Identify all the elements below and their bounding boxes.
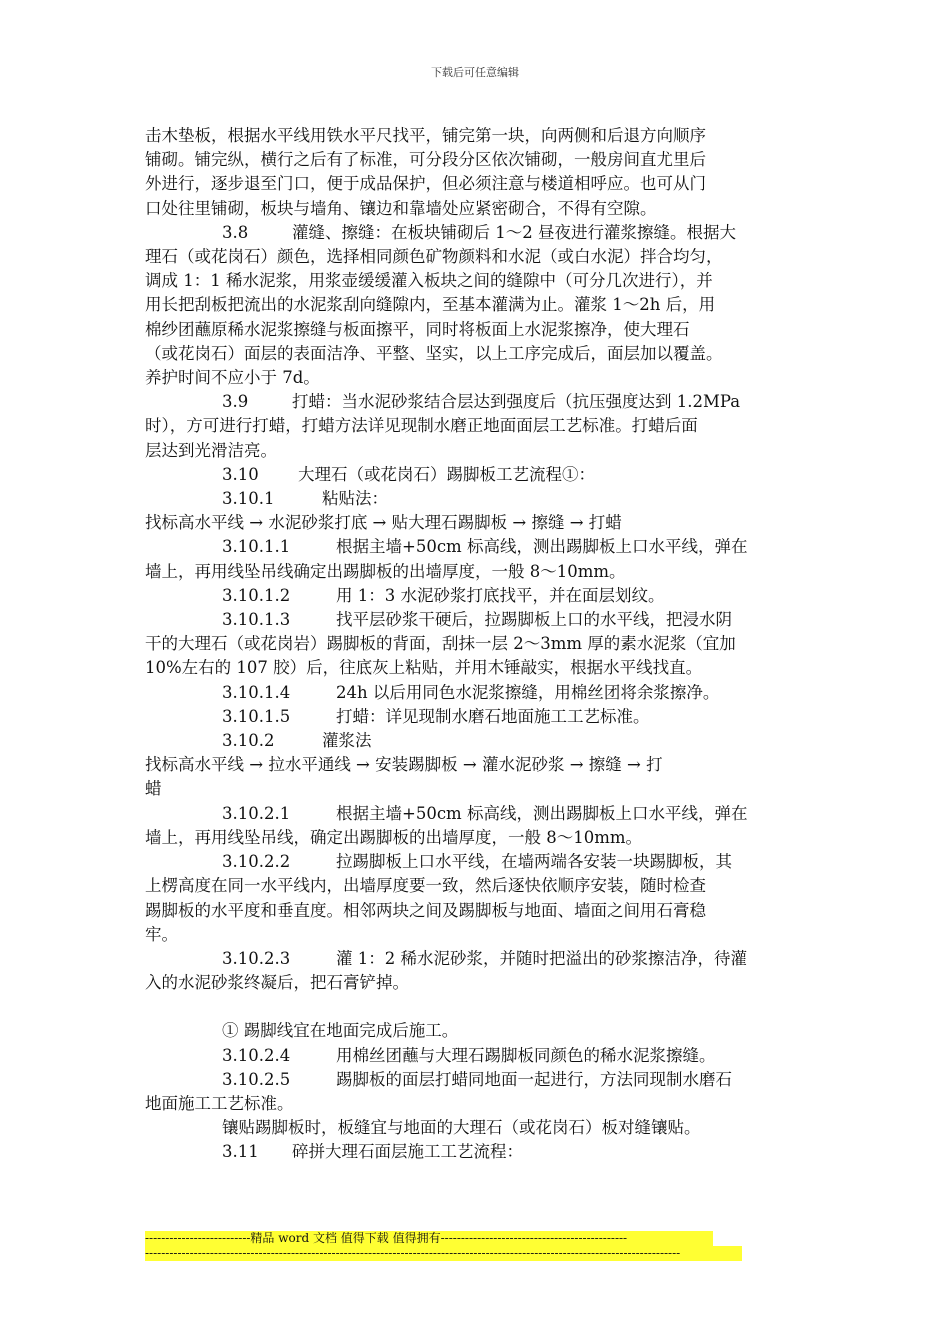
section-text: 用棉丝团蘸与大理石踢脚板同颜色的稀水泥浆擦缝。	[336, 1045, 716, 1065]
flow-line: 找标高水平线 → 水泥砂浆打底 → 贴大理石踢脚板 → 擦缝 → 打蜡	[145, 513, 622, 533]
text-line: 时），方可进行打蜡，打蜡方法详见现制水磨正地面面层工艺标准。打蜡后面	[145, 416, 698, 436]
page-header: 下载后可任意编辑	[431, 66, 519, 79]
section-number: 3.10.2.2	[222, 852, 291, 872]
text-line: 蜡	[145, 779, 162, 799]
text-line: 棉纱团蘸原稀水泥浆擦缝与板面擦平，同时将板面上水泥浆擦净，使大理石	[145, 319, 690, 339]
section-text: 24h 以后用同色水泥浆擦缝，用棉丝团将余浆擦净。	[336, 682, 720, 702]
text-line: 口处往里铺砌，板块与墙角、镶边和靠墙处应紧密砌合，不得有空隙。	[145, 198, 657, 218]
section-3-11	[145, 1140, 815, 1164]
text-line: 上楞高度在同一水平线内，出墙厚度要一致，然后逐快依顺序安装，随时检查	[145, 876, 706, 896]
text-line: 镶贴踢脚板时，板缝宜与地面的大理石（或花岗石）板对缝镶贴。	[222, 1118, 701, 1138]
page-footer	[145, 1231, 742, 1261]
section-number: 3.10.2.4	[222, 1045, 291, 1065]
section-text: 打蜡：当水泥砂浆结合层达到强度后（抗压强度达到 1.2MPa	[292, 392, 741, 412]
document-body	[145, 124, 815, 1165]
text-line: 地面施工工艺标准。	[145, 1093, 294, 1113]
text-line: 击木垫板，根据水平线用铁水平尺找平，铺完第一块，向两侧和后退方向顺序	[145, 126, 706, 145]
text-line: 理石（或花岗石）颜色，选择相同颜色矿物颜料和水泥（或白水泥）拌合均匀，	[145, 247, 723, 267]
section-3-10-2-5	[145, 1068, 815, 1092]
section-number: 3.10.2.3	[222, 948, 291, 968]
section-3-10-2	[145, 729, 815, 753]
flow-line: 找标高水平线 → 拉水平通线 → 安装踢脚板 → 灌水泥砂浆 → 擦缝 → 打	[145, 755, 663, 775]
section-number: 3.10.2.5	[222, 1069, 291, 1089]
text-line: 层达到光滑洁亮。	[145, 440, 277, 460]
section-text: 根据主墙+50cm 标高线，测出踢脚板上口水平线，弹在	[336, 803, 748, 823]
text-line: （或花岗石）面层的表面洁净、平整、坚实，以上工序完成后，面层加以覆盖。	[145, 343, 723, 363]
section-number: 3.10.1.1	[222, 537, 291, 557]
section-text: 拉踢脚板上口水平线，在墙两端各安装一块踢脚板，其	[336, 852, 732, 872]
text-line: 墙上，再用线坠吊线确定出踢脚板的出墙厚度，一般 8～10mm。	[145, 561, 626, 581]
section-3-10-2-3	[145, 947, 815, 971]
section-text: 灌浆法	[322, 731, 372, 751]
text-line: 调成 1：1 稀水泥浆，用浆壶缓缓灌入板块之间的缝隙中（可分几次进行），并	[145, 271, 713, 291]
section-3-10-2-1	[145, 802, 815, 826]
section-3-10-2-4	[145, 1044, 815, 1068]
section-number: 3.10.2.1	[222, 803, 291, 823]
section-number: 3.10	[222, 464, 259, 484]
text-line: 入的水泥砂浆终凝后，把石膏铲掉。	[145, 973, 409, 993]
section-3-8	[145, 221, 815, 245]
text-line: 铺砌。铺完纵，横行之后有了标准，可分段分区依次铺砌，一般房间直尤里后	[145, 150, 706, 170]
section-number: 3.9	[222, 392, 249, 412]
section-number: 3.10.2	[222, 731, 275, 751]
section-3-10-1-2	[145, 584, 815, 608]
text-line: 用长把刮板把流出的水泥浆刮向缝隙内，至基本灌满为止。灌浆 1～2h 后，用	[145, 295, 716, 315]
section-number: 3.8	[222, 222, 249, 242]
section-number: 3.10.1	[222, 489, 275, 509]
section-text: 用 1：3 水泥砂浆打底找平，并在面层划纹。	[336, 585, 665, 605]
section-text: 踢脚板的面层打蜡同地面一起进行，方法同现制水磨石	[336, 1069, 732, 1089]
text-line: 外进行，逐步退至门口，便于成品保护，但必须注意与楼道相呼应。也可从门	[145, 174, 706, 194]
section-number: 3.10.1.4	[222, 682, 291, 702]
text-line: 牢。	[145, 924, 178, 944]
section-text: 粘贴法：	[322, 489, 388, 509]
section-text: 灌缝、擦缝：在板块铺砌后 1～2 昼夜进行灌浆擦缝。根据大	[292, 222, 736, 242]
section-text: 大理石（或花岗石）踢脚板工艺流程①：	[298, 464, 595, 484]
section-number: 3.10.1.3	[222, 610, 291, 630]
text-line: 养护时间不应小于 7d。	[145, 368, 320, 388]
section-3-9	[145, 390, 815, 414]
section-3-10	[145, 463, 815, 487]
section-3-10-2-2	[145, 850, 815, 874]
footer-banner-line: --------------------------精品 word 文档 值得下载 值得拥有----------------------------------------------	[145, 1231, 713, 1246]
text-line: 干的大理石（或花岗岩）踢脚板的背面，刮抹一层 2～3mm 厚的素水泥浆（宜加	[145, 634, 736, 654]
footer-dash-line: ------------------------------------------------------------------------------------------------------------------------------------	[145, 1246, 742, 1261]
section-text: 碎拼大理石面层施工工艺流程：	[292, 1142, 523, 1162]
text-line: 墙上，再用线坠吊线，确定出踢脚板的出墙厚度，一般 8～10mm。	[145, 827, 643, 847]
section-text: 根据主墙+50cm 标高线，测出踢脚板上口水平线，弹在	[336, 537, 748, 557]
section-number: 3.11	[222, 1142, 259, 1162]
section-3-10-1-5	[145, 705, 815, 729]
text-line: 踢脚板的水平度和垂直度。相邻两块之间及踢脚板与地面、墙面之间用石膏稳	[145, 900, 706, 920]
section-3-10-1-4	[145, 681, 815, 705]
footnote: ① 踢脚线宜在地面完成后施工。	[222, 1021, 459, 1041]
section-number: 3.10.1.2	[222, 585, 291, 605]
section-text: 找平层砂浆干硬后，拉踢脚板上口的水平线，把浸水阴	[336, 610, 732, 630]
section-number: 3.10.1.5	[222, 706, 291, 726]
text-line: 10%左右的 107 胶）后，往底灰上粘贴，并用木锤敲实，根据水平线找直。	[145, 658, 703, 678]
paragraph-gap	[145, 995, 815, 1019]
section-text: 打蜡：详见现制水磨石地面施工工艺标准。	[336, 706, 650, 726]
section-text: 灌 1：2 稀水泥砂浆，并随时把溢出的砂浆擦洁净，待灌	[336, 948, 747, 968]
section-3-10-1-3	[145, 608, 815, 632]
section-3-10-1	[145, 487, 815, 511]
section-3-10-1-1	[145, 535, 815, 559]
